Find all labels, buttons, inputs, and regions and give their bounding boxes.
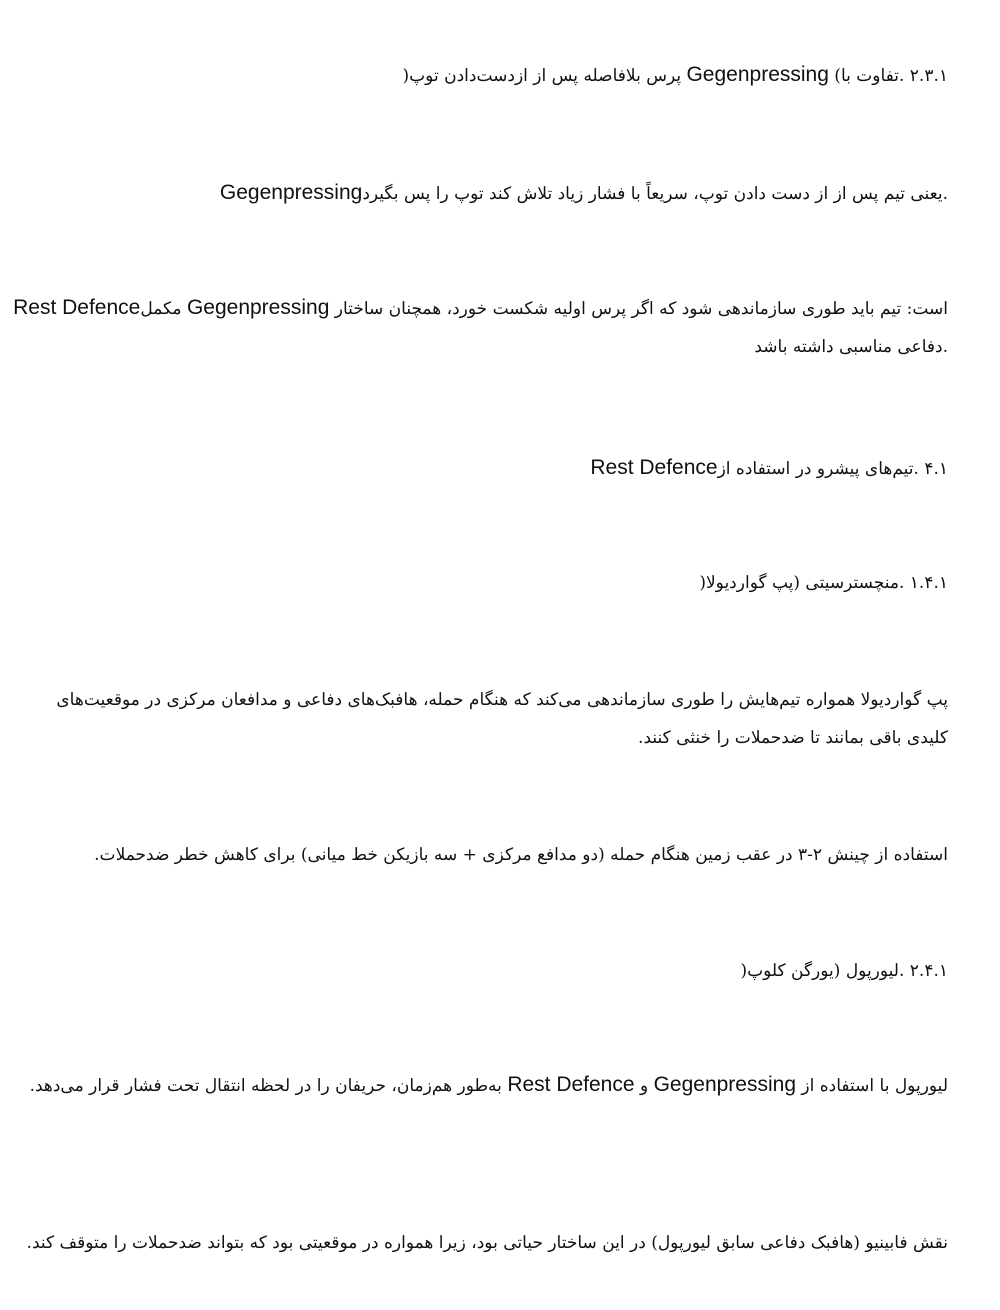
latin-term: Gegenpressing	[686, 63, 829, 86]
paragraph-text: Rest Defenceمکمل Gegenpressing است: تیم باید طوری سازماندهی شود که اگر پرس اولیه شکست خورد، همچنان ساختار دفاعی مناسبی داشته باشد.	[13, 296, 948, 357]
heading-text: ۴.۱ .تیم‌های پیشرو در استفاده ازRest Defence	[590, 456, 948, 479]
latin-term: Rest Defence	[590, 456, 718, 479]
heading-text: ۱.۴.۱ .منچسترسیتی (پپ گواردیولا(	[699, 573, 948, 593]
latin-term: Gegenpressing	[186, 296, 330, 319]
latin-term: Gegenpressing	[219, 181, 363, 204]
latin-term: Rest Defence	[507, 1073, 635, 1096]
latin-term: Gegenpressing	[653, 1073, 797, 1096]
section-heading-1-4-1	[10, 564, 948, 602]
paragraph-fabinho	[10, 1224, 948, 1262]
section-heading-2-4-1	[10, 952, 948, 990]
heading-text: ۲.۴.۱ .لیورپول (یورگن کلوپ(	[740, 961, 948, 981]
paragraph-2-3-formation	[10, 836, 948, 874]
paragraph-liverpool	[10, 1066, 948, 1105]
latin-term: Rest Defence	[13, 296, 141, 319]
section-heading-2-3-1	[10, 56, 948, 95]
paragraph-guardiola	[10, 681, 948, 757]
paragraph-text: پپ گواردیولا همواره تیم‌هایش را طوری سازماندهی می‌کند که هنگام حمله، هافبک‌های دفاعی و مدافعان مرکزی در موقعیت‌های کلیدی باقی بمانند تا ضدحملات را خنثی کنند.	[56, 690, 948, 748]
paragraph-rest-defence-complement	[10, 289, 948, 366]
paragraph-text: لیورپول با استفاده از Gegenpressing و Rest Defence به‌طور هم‌زمان، حریفان را در لحظه انتقال تحت فشار قرار می‌دهد.	[29, 1073, 948, 1096]
paragraph-text: Gegenpressingیعنی تیم پس از از دست دادن توپ، سریعاً با فشار زیاد تلاش کند توپ را پس بگیرد.	[219, 181, 948, 204]
heading-text: ۲.۳.۱ .تفاوت با) Gegenpressing پرس بلافاصله پس از ازدست‌دادن توپ(	[402, 63, 948, 86]
section-heading-4-1	[10, 449, 948, 488]
paragraph-gegenpressing-definition	[10, 174, 948, 213]
paragraph-text: نقش فابینیو (هافبک دفاعی سابق لیورپول) در این ساختار حیاتی بود، زیرا همواره در موقعیتی بود که بتواند ضدحملات را متوقف کند.	[26, 1233, 948, 1253]
paragraph-text: استفاده از چینش ۲-۳ در عقب زمین هنگام حمله (دو مدافع مرکزی + سه بازیکن خط میانی) برای کاهش خطر ضدحملات.	[94, 845, 948, 865]
